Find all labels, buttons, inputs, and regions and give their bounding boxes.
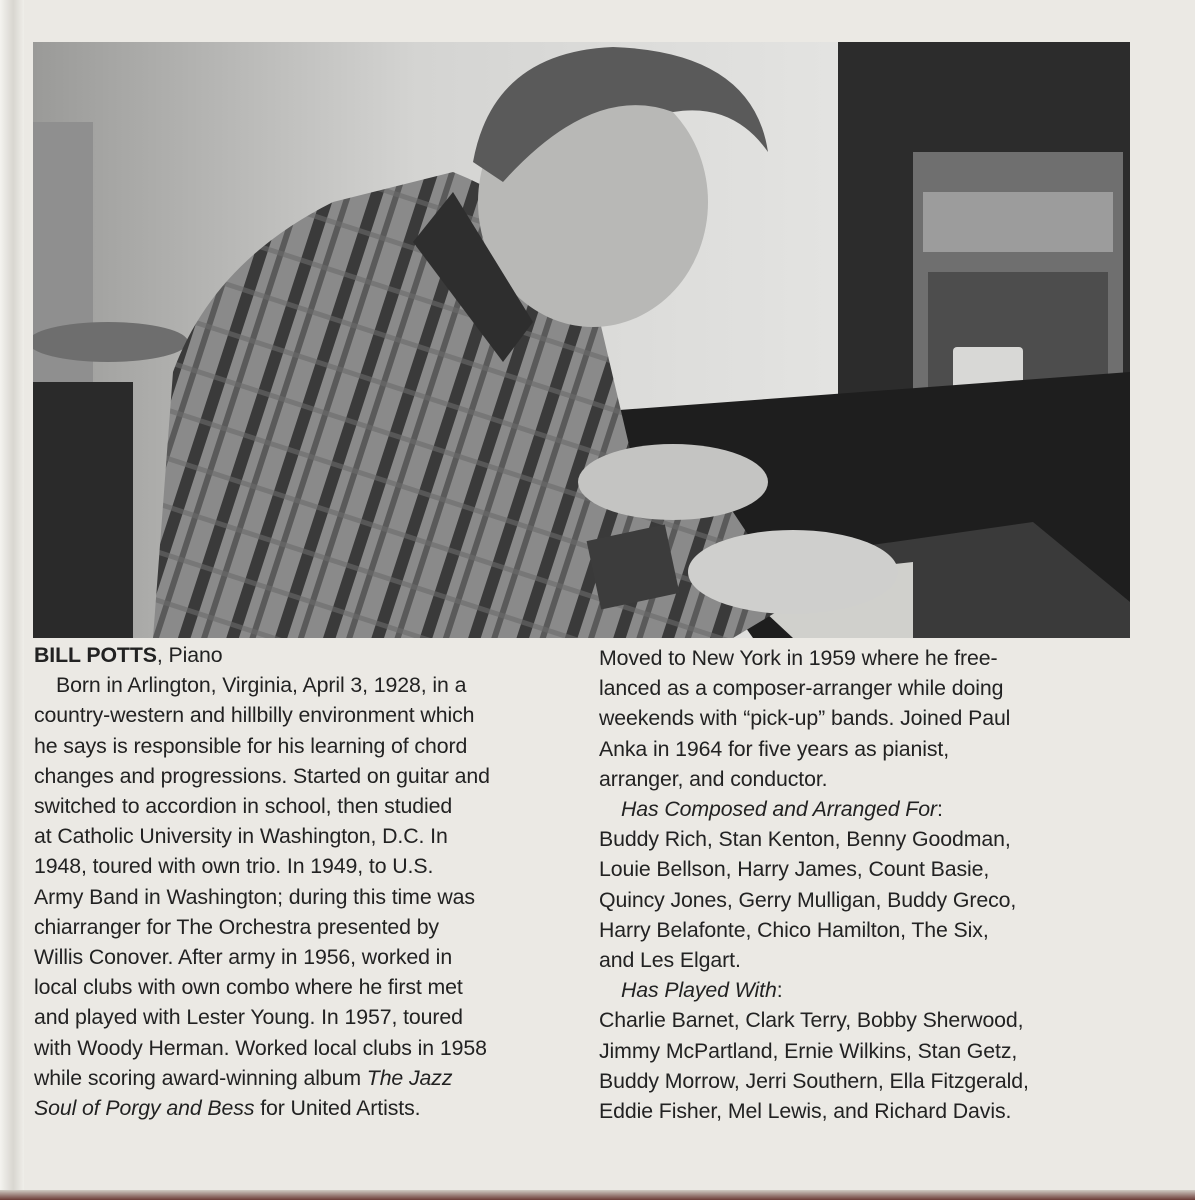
bio-line: switched to accordion in school, then studied	[34, 794, 453, 819]
bio-line: local clubs with own combo where he first met	[34, 975, 463, 1000]
album-suffix: for United Artists.	[254, 1096, 421, 1121]
composed-line: Buddy Rich, Stan Kenton, Benny Goodman,	[599, 827, 1011, 852]
composed-colon: :	[936, 797, 943, 822]
played-heading: Has Played With	[621, 978, 777, 1003]
pianist-photo-icon	[33, 42, 1130, 638]
pianist-photo	[33, 42, 1130, 638]
musician-name: BILL POTTS	[34, 643, 157, 667]
page-bottom-edge	[0, 1190, 1195, 1200]
page-fold-shadow	[0, 0, 24, 1200]
played-colon: :	[776, 978, 783, 1003]
bio-line: he says is responsible for his learning of chord	[34, 733, 468, 758]
played-heading-line	[599, 975, 1139, 1005]
composed-heading-line	[599, 794, 1139, 824]
bio-line: with Woody Herman. Worked local clubs in 1958	[34, 1035, 487, 1060]
bio-line: and played with Lester Young. In 1957, toured	[34, 1005, 463, 1030]
played-line: Eddie Fisher, Mel Lewis, and Richard Davis.	[599, 1099, 1012, 1124]
composed-line: Harry Belafonte, Chico Hamilton, The Six,	[599, 917, 989, 942]
bio-line-album	[34, 1063, 574, 1093]
played-line: Jimmy McPartland, Ernie Wilkins, Stan Getz,	[599, 1038, 1018, 1063]
bio-header	[34, 640, 574, 670]
bio-line: Willis Conover. After army in 1956, worked in	[34, 945, 453, 970]
bio-line: weekends with “pick-up” bands. Joined Paul	[599, 706, 1011, 731]
composed-line: Quincy Jones, Gerry Mulligan, Buddy Greco,	[599, 887, 1017, 912]
bio-line: 1948, toured with own trio. In 1949, to U.S.	[34, 854, 434, 879]
bio-line: Anka in 1964 for five years as pianist,	[599, 736, 950, 761]
bio-line: at Catholic University in Washington, D.C. In	[34, 824, 448, 849]
bio-line: changes and progressions. Started on guitar and	[34, 763, 490, 788]
bio-line: Moved to New York in 1959 where he free-	[599, 646, 998, 670]
composed-line: Louie Bellson, Harry James, Count Basie,	[599, 857, 990, 882]
bio-line: Army Band in Washington; during this time was	[34, 884, 475, 909]
played-line: Charlie Barnet, Clark Terry, Bobby Sherwood,	[599, 1008, 1024, 1033]
album-title-part2: Soul of Porgy and Bess	[34, 1096, 255, 1121]
played-line: Buddy Morrow, Jerri Southern, Ella Fitzgerald,	[599, 1068, 1029, 1093]
bio-line: chiarranger for The Orchestra presented by	[34, 914, 439, 939]
bio-line: arranger, and conductor.	[599, 766, 828, 791]
composed-heading: Has Composed and Arranged For	[621, 797, 937, 822]
biography-right-column	[599, 640, 1139, 1126]
biography-left-column	[34, 640, 574, 1123]
bio-line-album-end	[34, 1093, 574, 1123]
bio-line: Born in Arlington, Virginia, April 3, 1928, in a	[56, 673, 467, 698]
composed-line: and Les Elgart.	[599, 948, 741, 973]
album-prefix: while scoring award-winning album	[34, 1065, 367, 1090]
bio-line: lanced as a composer-arranger while doing	[599, 676, 1004, 701]
musician-instrument: , Piano	[156, 643, 223, 667]
bio-line: country-western and hillbilly environment which	[34, 703, 475, 728]
album-title-part1: The Jazz	[366, 1065, 453, 1090]
